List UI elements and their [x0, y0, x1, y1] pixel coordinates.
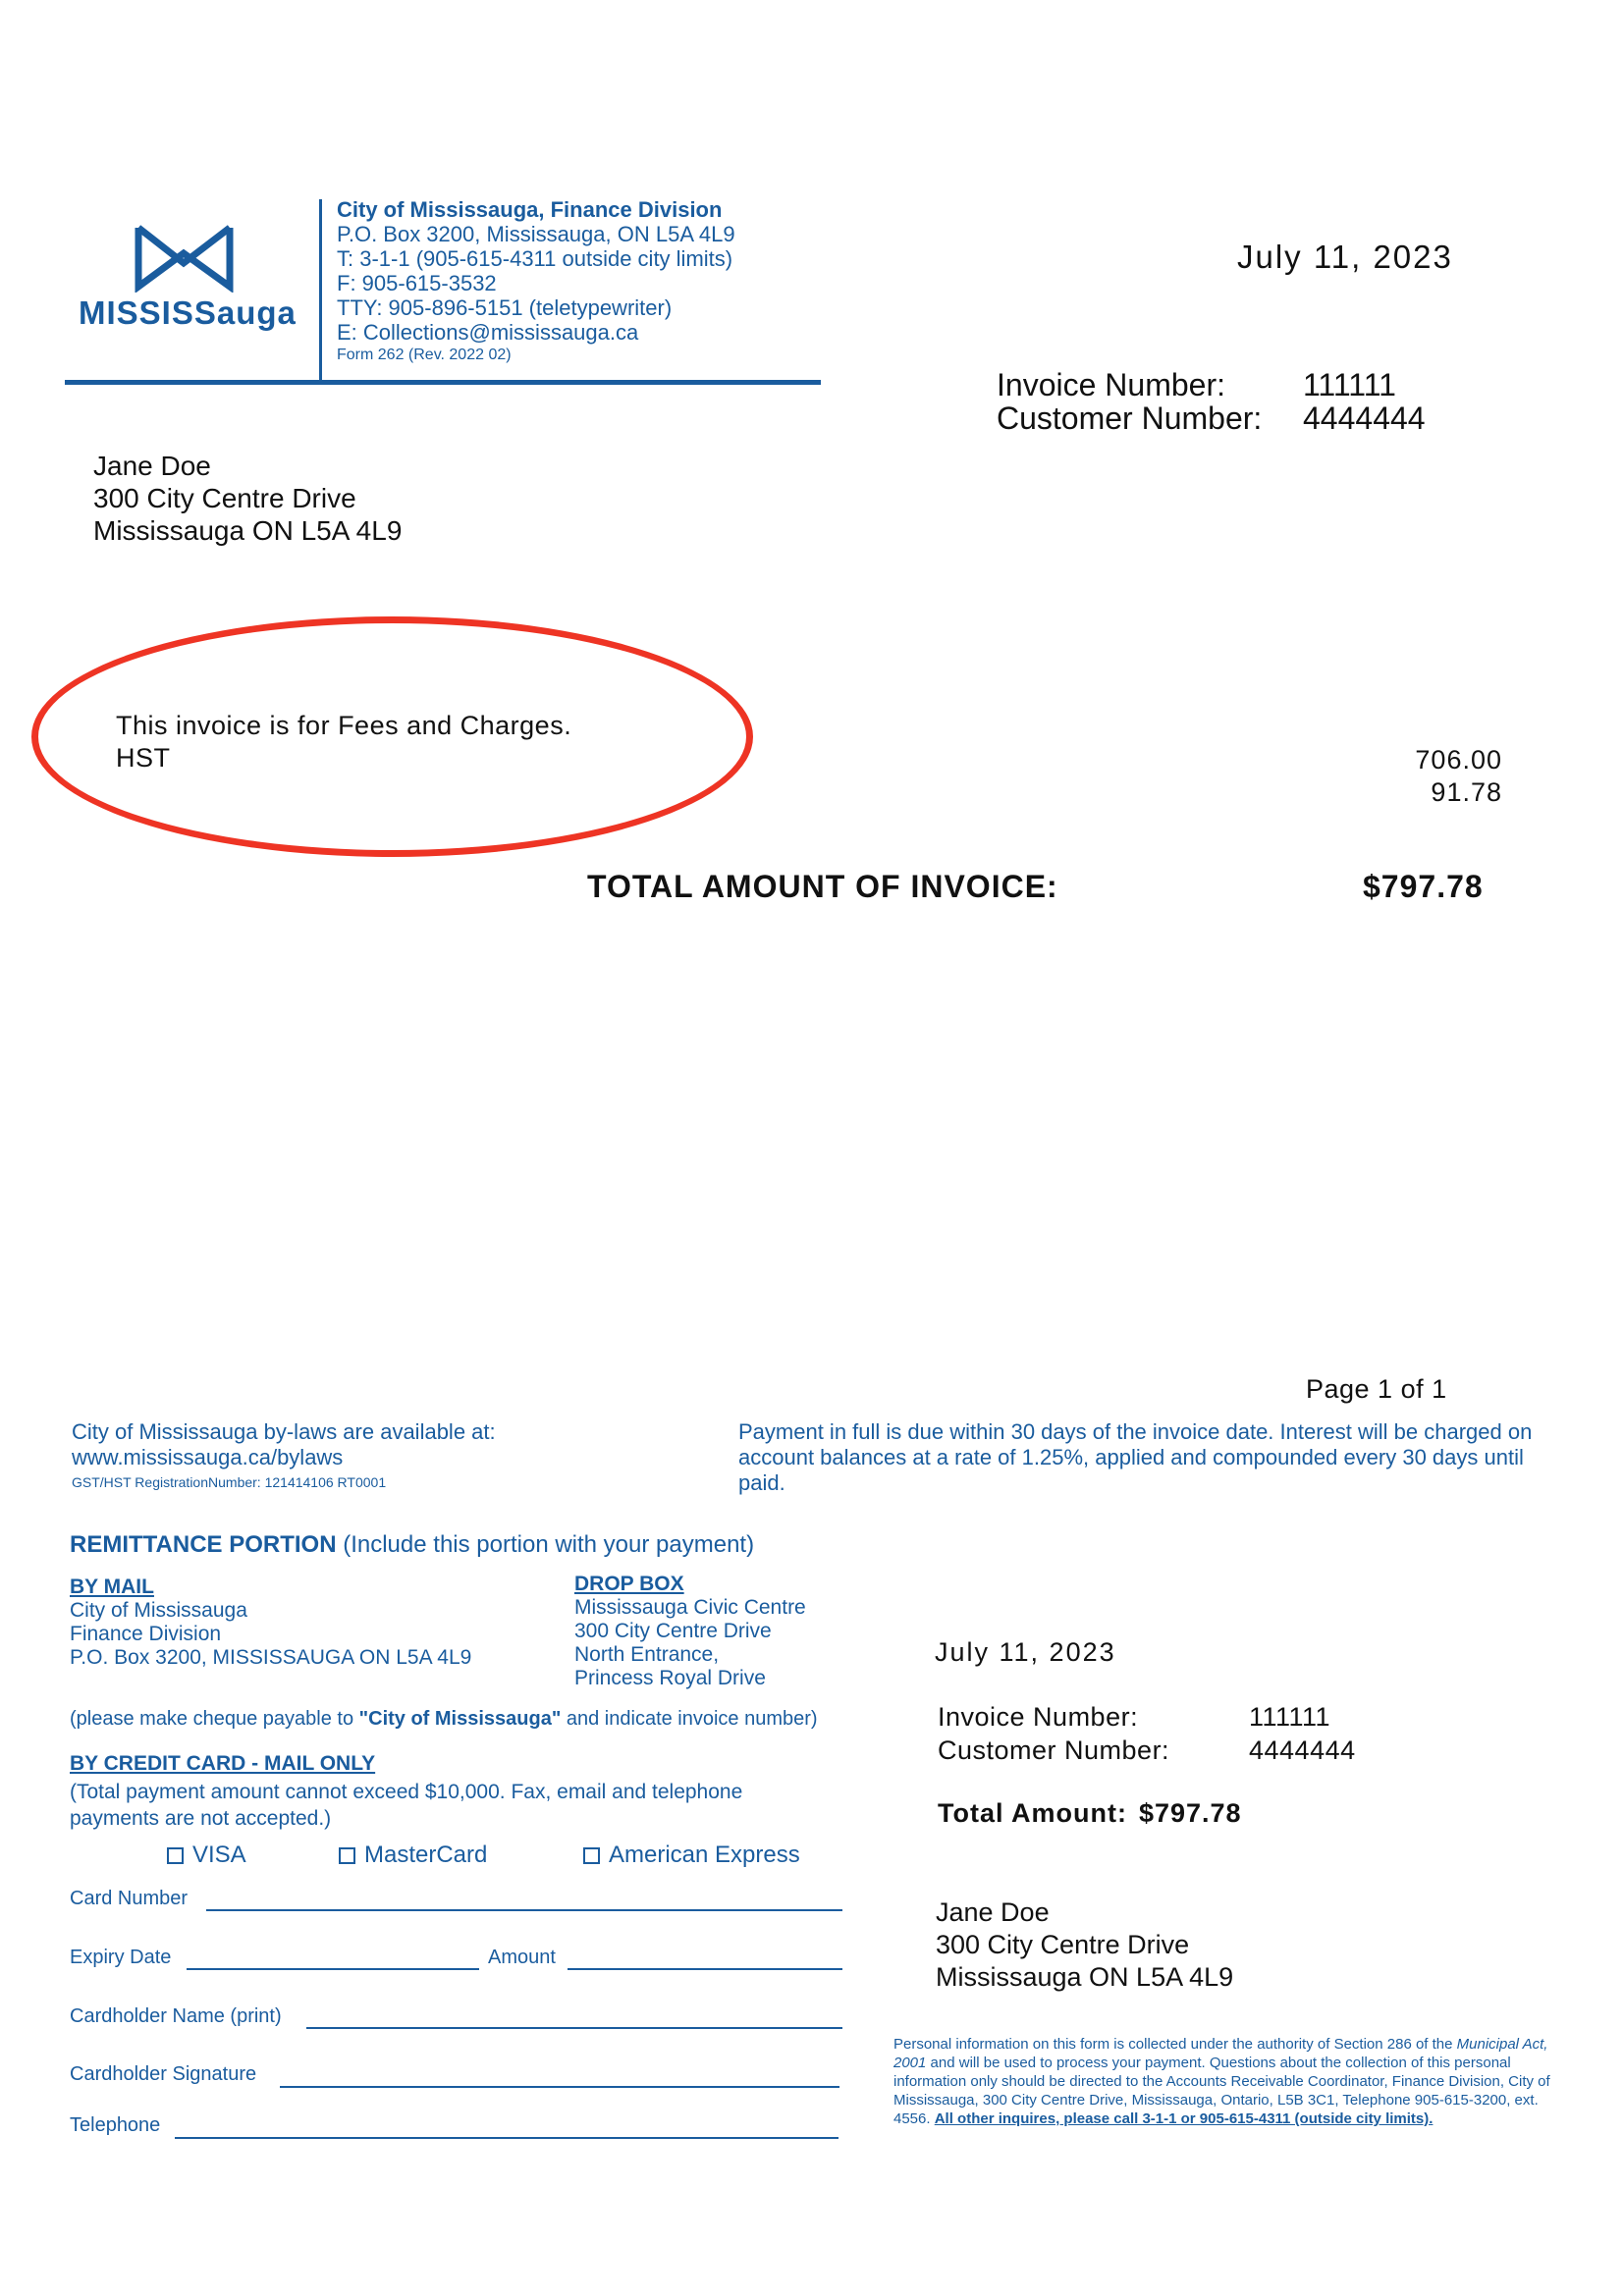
remittance-invoice-numbers [938, 1700, 1356, 1767]
cheque-note-post: and indicate invoice number) [561, 1708, 818, 1730]
org-tty: TTY: 905-896-5151 (teletypewriter) [337, 295, 673, 320]
amex-option[interactable] [583, 1842, 800, 1869]
remittance-title [70, 1531, 754, 1559]
visa-label: VISA [192, 1842, 246, 1868]
cardholder-name-field[interactable] [306, 2027, 842, 2029]
drop-box-line: 300 City Centre Drive [574, 1620, 772, 1642]
form-code: Form 262 (Rev. 2022 02) [337, 347, 512, 363]
bylaws-info [72, 1419, 496, 1494]
visa-checkbox[interactable] [167, 1847, 184, 1864]
privacy-inquiries-link[interactable]: All other inquires, please call 3-1-1 or 905-615-4311 (outside city limits). [934, 2110, 1434, 2127]
city-logo [59, 216, 314, 363]
cheque-instructions [70, 1708, 818, 1731]
organization-info [337, 197, 735, 366]
org-fax: F: 905-615-3532 [337, 271, 497, 295]
cheque-payee: "City of Mississauga" [358, 1708, 562, 1730]
cheque-note-pre: (please make cheque payable to [70, 1708, 359, 1730]
credit-card-note: (Total payment amount cannot exceed $10,000. Fax, email and telephone payments are not accepted.) [70, 1781, 743, 1830]
remittance-customer-number: 4444444 [1249, 1735, 1356, 1765]
org-name: City of Mississauga, Finance Division [337, 197, 723, 222]
visa-option[interactable] [167, 1842, 246, 1869]
privacy-text-cont: and will be used to process your payment. Questions about the collection of this personal information only should be directed to the Accounts Receivable Coordinator, Finance Division, City of Mississauga, 300 City Centre Drive, Mississauga, Ontario, L5B 3C1, Telephone 905-615-3200, ext. 4556. [893, 2055, 1550, 2127]
remittance-invoice-number-label: Invoice Number: [938, 1702, 1139, 1732]
org-po-box: P.O. Box 3200, Mississauga, ON L5A 4L9 [337, 222, 735, 246]
by-mail-section [70, 1575, 471, 1670]
by-mail-heading: BY MAIL [70, 1575, 154, 1598]
remittance-customer-address [936, 1896, 1233, 1994]
card-number-label: Card Number [70, 1888, 189, 1909]
line-item-amount: 706.00 [1415, 745, 1502, 774]
privacy-text: Personal information on this form is collected under the authority of Section 286 of the [893, 2036, 1457, 2053]
mastercard-checkbox[interactable] [339, 1847, 355, 1864]
remittance-customer-street: 300 City Centre Drive [936, 1930, 1190, 1959]
privacy-notice [893, 2035, 1571, 2128]
drop-box-line: North Entrance, [574, 1643, 720, 1666]
expiry-date-label: Expiry Date [70, 1947, 172, 1968]
remittance-total-label: Total Amount: [938, 1798, 1127, 1828]
by-mail-line: Finance Division [70, 1623, 222, 1645]
drop-box-line: Mississauga Civic Centre [574, 1596, 806, 1619]
invoice-date: July 11, 2023 [1237, 239, 1453, 275]
remittance-total-value: $797.78 [1138, 1798, 1242, 1828]
bylaws-link[interactable]: www.mississauga.ca/bylaws [72, 1445, 344, 1469]
total-label: TOTAL AMOUNT OF INVOICE: [587, 869, 1058, 904]
telephone-label: Telephone [70, 2114, 161, 2136]
city-logo-mark-icon [133, 224, 236, 293]
drop-box-line: Princess Royal Drive [574, 1667, 766, 1689]
bylaws-text: City of Mississauga by-laws are available at: [72, 1419, 496, 1444]
amount-label: Amount [488, 1947, 556, 1968]
privacy-act-name: Municipal Act, 2001 [893, 2036, 1548, 2071]
line-item-description: This invoice is for Fees and Charges. [116, 711, 572, 740]
remittance-title-bold: REMITTANCE PORTION [70, 1531, 337, 1558]
invoice-number-label: Invoice Number: [997, 367, 1225, 402]
invoice-number: 111111 [1303, 367, 1396, 402]
amex-checkbox[interactable] [583, 1847, 600, 1864]
total-value: $797.78 [1363, 869, 1484, 904]
by-mail-line: City of Mississauga [70, 1599, 247, 1622]
mastercard-option[interactable] [339, 1842, 487, 1869]
cardholder-name-label: Cardholder Name (print) [70, 2005, 282, 2027]
customer-name: Jane Doe [93, 451, 211, 481]
drop-box-section [574, 1573, 806, 1690]
customer-street: 300 City Centre Drive [93, 483, 356, 513]
cardholder-signature-field[interactable] [280, 2086, 839, 2088]
remittance-invoice-number: 111111 [1249, 1702, 1331, 1732]
line-item-amounts [1355, 744, 1502, 809]
remittance-customer-city: Mississauga ON L5A 4L9 [936, 1962, 1234, 1992]
logo-wordmark: MISSISSauga [79, 294, 297, 331]
customer-address [93, 450, 402, 547]
remittance-customer-name: Jane Doe [936, 1897, 1050, 1927]
invoice-numbers [997, 368, 1426, 435]
by-mail-line: P.O. Box 3200, MISSISSAUGA ON L5A 4L9 [70, 1646, 472, 1669]
customer-city: Mississauga ON L5A 4L9 [93, 515, 403, 546]
header-divider-horizontal [65, 380, 821, 385]
remittance-title-note: (Include this portion with your payment) [343, 1531, 755, 1558]
drop-box-heading: DROP BOX [574, 1573, 684, 1595]
org-email: E: Collections@mississauga.ca [337, 320, 639, 345]
amex-label: American Express [609, 1842, 800, 1868]
line-item-description: HST [116, 743, 171, 773]
expiry-date-field[interactable] [187, 1968, 479, 1970]
cardholder-signature-label: Cardholder Signature [70, 2063, 257, 2085]
org-phone: T: 3-1-1 (905-615-4311 outside city limits) [337, 246, 733, 271]
payment-terms: Payment in full is due within 30 days of the invoice date. Interest will be charged on account balances at a rate of 1.25%, applied and compounded every 30 days until paid. [738, 1419, 1533, 1495]
telephone-field[interactable] [175, 2137, 839, 2139]
amount-field[interactable] [568, 1968, 842, 1970]
customer-number: 4444444 [1303, 400, 1426, 436]
customer-number-label: Customer Number: [997, 400, 1263, 436]
page-indicator: Page 1 of 1 [1306, 1374, 1447, 1404]
line-item-descriptions [116, 710, 571, 774]
mastercard-label: MasterCard [364, 1842, 488, 1868]
card-number-field[interactable] [206, 1909, 842, 1911]
credit-card-heading: BY CREDIT CARD - MAIL ONLY [70, 1752, 376, 1775]
remittance-customer-number-label: Customer Number: [938, 1735, 1170, 1765]
remittance-date: July 11, 2023 [935, 1637, 1116, 1667]
remittance-total [938, 1798, 1242, 1829]
line-item-amount: 91.78 [1431, 777, 1502, 807]
gst-registration: GST/HST RegistrationNumber: 121414106 RT0001 [72, 1474, 387, 1490]
header-divider-vertical [319, 199, 322, 384]
